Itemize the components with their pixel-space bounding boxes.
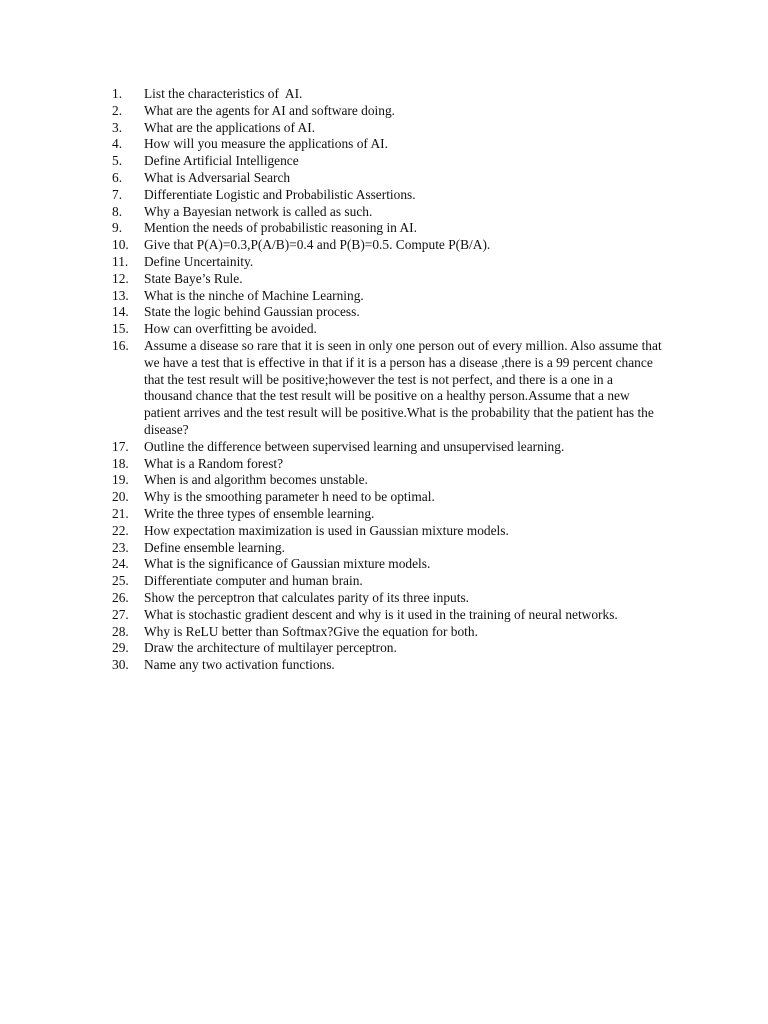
question-number: 14. xyxy=(112,304,129,320)
question-item xyxy=(112,439,662,456)
question-item xyxy=(112,170,662,187)
question-item xyxy=(112,489,662,506)
question-text: Assume a disease so rare that it is seen in only one person out of every million. Also assume that we have a test that is effective in that if it is a person has a disease ,there is a 99 percent chance that the test result will be positive;however the test is not perfect, and there is a one in a thousand chance that the test result will be positive on a healthy person.Assume that a new patient arrives and the test result will be positive.What is the probability that the patient has the disease? xyxy=(144,337,666,437)
question-number: 9. xyxy=(112,220,123,236)
question-number: 7. xyxy=(112,186,123,202)
question-item xyxy=(112,86,662,103)
question-text: What is Adversarial Search xyxy=(144,169,291,185)
question-number: 8. xyxy=(112,203,123,219)
question-number: 25. xyxy=(112,573,129,589)
question-item xyxy=(112,556,662,573)
question-number: 5. xyxy=(112,153,123,169)
question-text: What is stochastic gradient descent and why is it used in the training of neural networks. xyxy=(144,606,618,622)
question-item xyxy=(112,136,662,153)
question-item xyxy=(112,120,662,137)
question-number: 22. xyxy=(112,522,129,538)
question-item xyxy=(112,271,662,288)
question-number: 19. xyxy=(112,472,129,488)
question-text: How expectation maximization is used in Gaussian mixture models. xyxy=(144,522,509,538)
question-text: Define ensemble learning. xyxy=(144,539,285,555)
question-item xyxy=(112,640,662,657)
question-item xyxy=(112,288,662,305)
question-list xyxy=(112,86,666,674)
question-text: Write the three types of ensemble learning. xyxy=(144,505,375,521)
question-text: What is the ninche of Machine Learning. xyxy=(144,287,364,303)
question-text: Why a Bayesian network is called as such. xyxy=(144,203,373,219)
question-text: How will you measure the applications of AI. xyxy=(144,136,388,152)
question-text: Draw the architecture of multilayer perceptron. xyxy=(144,640,397,656)
question-number: 23. xyxy=(112,539,129,555)
question-item xyxy=(112,573,662,590)
question-item xyxy=(112,607,662,624)
question-number: 12. xyxy=(112,270,129,286)
question-number: 24. xyxy=(112,556,129,572)
question-item xyxy=(112,337,666,439)
question-item xyxy=(112,237,662,254)
question-number: 11. xyxy=(112,253,129,269)
question-number: 18. xyxy=(112,455,129,471)
question-item xyxy=(112,523,662,540)
question-text: Name any two activation functions. xyxy=(144,657,335,673)
question-number: 29. xyxy=(112,640,129,656)
question-number: 16. xyxy=(112,337,129,353)
question-text: Mention the needs of probabilistic reasoning in AI. xyxy=(144,220,417,236)
question-number: 28. xyxy=(112,623,129,639)
question-text: State Baye’s Rule. xyxy=(144,270,243,286)
question-item xyxy=(112,657,662,674)
question-number: 27. xyxy=(112,606,129,622)
question-item xyxy=(112,187,662,204)
question-item xyxy=(112,103,662,120)
question-text: What are the applications of AI. xyxy=(144,119,316,135)
question-item xyxy=(112,321,662,338)
question-number: 15. xyxy=(112,321,129,337)
question-number: 1. xyxy=(112,86,123,101)
question-item xyxy=(112,153,662,170)
question-item xyxy=(112,254,662,271)
question-number: 2. xyxy=(112,102,123,118)
question-text: Why is ReLU better than Softmax?Give the equation for both. xyxy=(144,623,478,639)
question-number: 13. xyxy=(112,287,129,303)
question-number: 4. xyxy=(112,136,123,152)
question-text: Define Artificial Intelligence xyxy=(144,153,299,169)
question-text: State the logic behind Gaussian process. xyxy=(144,304,360,320)
question-number: 30. xyxy=(112,657,129,673)
question-text: Show the perceptron that calculates parity of its three inputs. xyxy=(144,589,469,605)
question-text: When is and algorithm becomes unstable. xyxy=(144,472,368,488)
question-item xyxy=(112,456,662,473)
question-item xyxy=(112,304,662,321)
question-number: 17. xyxy=(112,438,129,454)
question-text: Define Uncertainity. xyxy=(144,253,254,269)
question-text: What is the significance of Gaussian mixture models. xyxy=(144,556,431,572)
question-number: 3. xyxy=(112,119,123,135)
question-text: What are the agents for AI and software doing. xyxy=(144,102,395,118)
question-item xyxy=(112,540,662,557)
question-text: Differentiate computer and human brain. xyxy=(144,573,363,589)
question-text: Why is the smoothing parameter h need to be optimal. xyxy=(144,489,435,505)
question-number: 20. xyxy=(112,489,129,505)
question-text: Give that P(A)=0.3,P(A/B)=0.4 and P(B)=0.5. Compute P(B/A). xyxy=(144,237,491,253)
question-text: Differentiate Logistic and Probabilistic Assertions. xyxy=(144,186,416,202)
question-item xyxy=(112,590,662,607)
question-item xyxy=(112,624,662,641)
question-item xyxy=(112,204,662,221)
question-item xyxy=(112,220,662,237)
question-item xyxy=(112,506,662,523)
question-number: 21. xyxy=(112,505,129,521)
question-number: 6. xyxy=(112,169,123,185)
question-text: Outline the difference between supervised learning and unsupervised learning. xyxy=(144,438,565,454)
question-text: List the characteristics of AI. xyxy=(144,86,303,101)
question-text: What is a Random forest? xyxy=(144,455,284,471)
question-number: 10. xyxy=(112,237,129,253)
question-number: 26. xyxy=(112,589,129,605)
question-text: How can overfitting be avoided. xyxy=(144,321,317,337)
question-item xyxy=(112,472,662,489)
